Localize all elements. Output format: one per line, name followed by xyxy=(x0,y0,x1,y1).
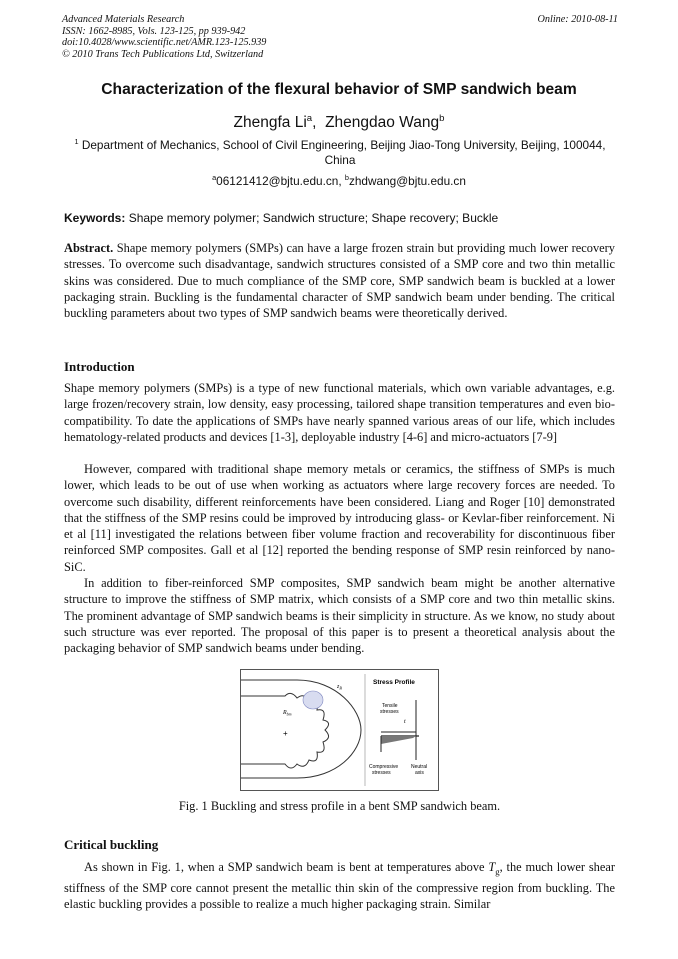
author-sup: b xyxy=(439,112,445,124)
author-name: Zhengfa Li xyxy=(233,114,307,131)
radius-label xyxy=(282,710,292,717)
journal-header xyxy=(62,14,618,60)
z-label xyxy=(336,684,342,691)
section-heading-introduction: Introduction xyxy=(64,359,135,374)
thickness-label: t xyxy=(404,719,406,725)
author-name: Zhengdao Wang xyxy=(325,114,440,131)
copyright-line: © 2010 Trans Tech Publications Ltd, Switzerland xyxy=(62,48,264,60)
compressive-label-1: Compressive xyxy=(369,764,399,770)
compressive-label-2: stresses xyxy=(372,770,391,776)
email-sup: b xyxy=(344,173,349,183)
keywords xyxy=(64,211,498,225)
beam-outer-edge xyxy=(241,680,361,778)
online-date: Online: 2010-08-11 xyxy=(537,14,618,25)
email-list: $^a$06121412@bjtu.edu.cn, $^b$zhdwang@bjtu.edu.cn xyxy=(212,173,466,188)
tensile-label-2: stresses xyxy=(380,709,399,715)
keywords-label: Keywords: xyxy=(64,211,126,225)
journal-name: Advanced Materials Research xyxy=(62,14,185,25)
critical-buckling-paragraph xyxy=(64,859,615,912)
radius-subscript: bm xyxy=(286,711,292,717)
cb-text-start: As shown in Fig. 1, when a SMP sandwich beam is bent at temperatures above xyxy=(84,860,489,874)
radius-symbol: R xyxy=(283,710,287,716)
intro-paragraph-1: Shape memory polymers (SMPs) is a type of new functional materials, which own variable advantages, e.g. large frozen/recovery strain, low density, easy processing, tailored shape transition temperatures and even bio-compatibility. To date the applications of SMPs have nearly spanned various areas of our life, which includes hematology-related products and devices [1-3], deployable industry [4-6] and micro-actuators [7-9] xyxy=(64,381,615,444)
compressive-fill xyxy=(381,736,416,744)
tg-subscript: g xyxy=(495,866,500,877)
cb-text-rest: , the much lower shear stiffness of the SMP core cannot present the metallic thin skin of the compressive region from buckling. The elastic buckling provides a possible to realize a much higher packaging strain. Similar xyxy=(64,860,615,912)
author-sup: a xyxy=(306,112,313,124)
issn-line: ISSN: 1662-8985, Vols. 123-125, pp 939-942 xyxy=(62,25,246,37)
author-list: Zhengfa Li$^a$, Zhengdao Wang$^b$ xyxy=(233,112,445,131)
intro-paragraph-2: However, compared with traditional shape memory metals or ceramics, the stiffness of SMPs is much lower, which leads to be out of use when working as actuators where large recovery forces are needed. To overcome such disability, different reinforcements have been considered. Liang and Roger [10] demonstrated that the stiffness of the SMP resins could be improved by introducing glass- or Kevlar-fiber reinforcement. Ni et al [11] investigated the relations between fiber volume fraction and recoverability for discontinuous fiber reinforced SMP composites. Gall et al [12] reported the bending response of SMP resin reinforced by nano-SiC. xyxy=(64,462,615,574)
intro-paragraph-3: In addition to fiber-reinforced SMP composites, SMP sandwich beam might be another alternative structure to improve the stiffness of SMP matrix, which consists of a SMP core and two thin metallic skins. The prominent advantage of SMP sandwich beams is their simplicity in structure. As we know, no study about such structure was ever reported. The proposal of this paper is to present a theoretical analysis about the packaging behavior of SMP sandwich beams under bending. xyxy=(64,576,615,656)
affiliation-text: Department of Mechanics, School of Civil Engineering, Beijing Jiao-Tong University, Beijing, 100044, China xyxy=(81,138,606,167)
doi-line: doi:10.4028/www.scientific.net/AMR.123-125.939 xyxy=(62,37,267,49)
email-sup: a xyxy=(212,173,217,183)
tg-symbol: T xyxy=(488,860,496,874)
highlight-region xyxy=(303,691,323,709)
panel-title: Stress Profile xyxy=(373,679,415,686)
email-link[interactable]: 06121412@bjtu.edu.cn xyxy=(216,174,339,188)
z-subscript: B xyxy=(339,685,342,691)
abstract-text: Shape memory polymers (SMPs) can have a large frozen strain but providing much lower recovery stresses. To overcome such disadvantage, sandwich structures consisted of a SMP core and two thin metallic skins was considered. Due to much compliance of the SMP core, SMP sandwich beam is buckled at a lower packaging strain. Buckling is the fundamental character of SMP sandwich beam under bending. The critical buckling parameters about two types of SMP sandwich beams were theoretically derived. xyxy=(64,241,615,321)
affiliation xyxy=(70,138,610,168)
email-link[interactable]: zhdwang@bjtu.edu.cn xyxy=(348,174,466,188)
keywords-text: Shape memory polymer; Sandwich structure; Shape recovery; Buckle xyxy=(128,211,499,225)
center-mark: + xyxy=(283,729,288,738)
figure-1-drawing xyxy=(241,670,438,790)
tensile-label-1: Tensile xyxy=(382,703,398,709)
abstract-label: Abstract. xyxy=(64,241,114,255)
abstract xyxy=(64,240,615,321)
paper-title: Characterization of the flexural behavior of SMP sandwich beam xyxy=(101,81,577,98)
z-symbol: z xyxy=(337,684,340,690)
neutral-label-1: Neutral xyxy=(411,764,428,770)
section-heading-critical-buckling: Critical buckling xyxy=(64,837,159,852)
affiliation-sup: 1 xyxy=(74,137,79,147)
figure-caption: Fig. 1 Buckling and stress profile in a bent SMP sandwich beam. xyxy=(178,799,501,813)
figure-1 xyxy=(240,669,439,791)
neutral-label-2: axis xyxy=(415,770,424,776)
